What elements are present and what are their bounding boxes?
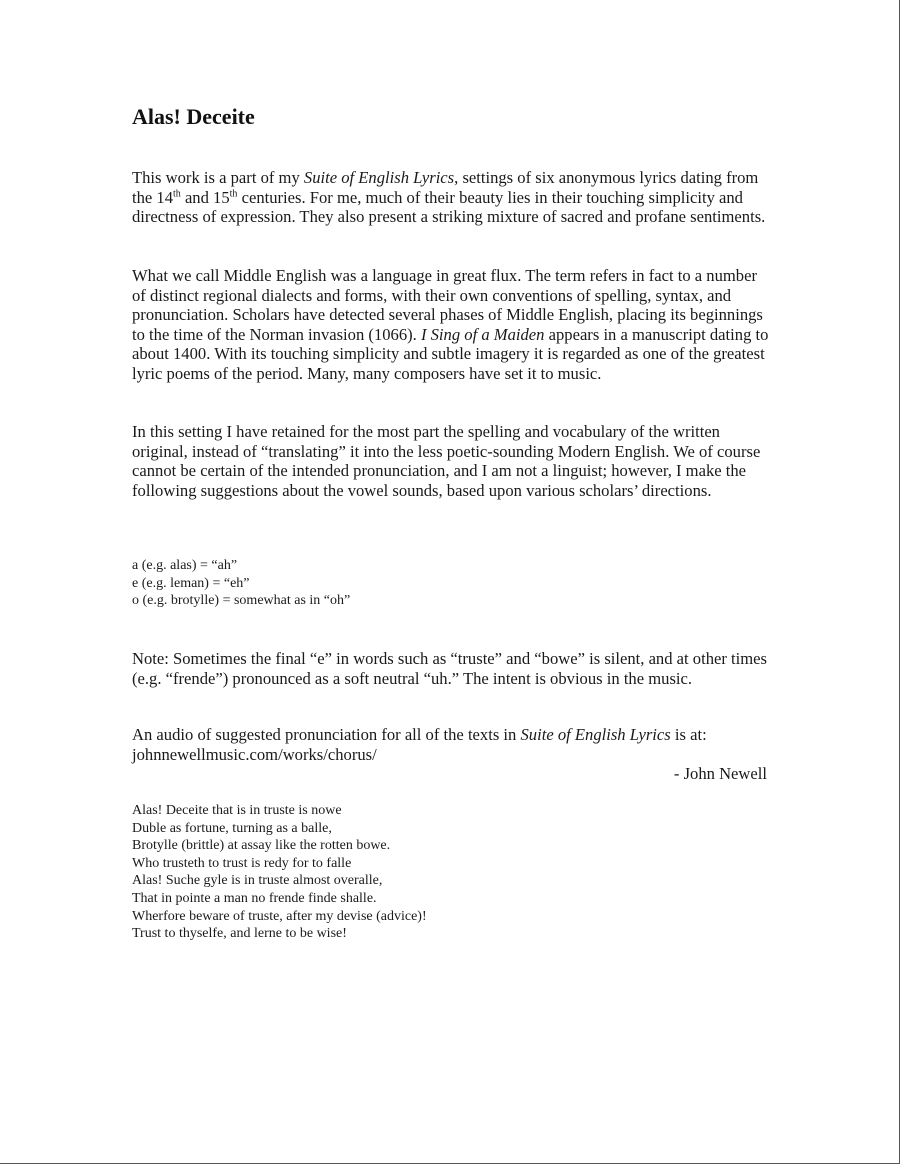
poem-line: That in pointe a man no frende finde shalle.: [132, 890, 377, 906]
middle-english-paragraph: [132, 266, 772, 383]
poem-line: Wherfore beware of truste, after my devise (advice)!: [132, 908, 427, 924]
author-signature: - John Newell: [673, 764, 767, 783]
suite-title-italic: Suite of English Lyrics: [303, 168, 455, 187]
intro-text-4: centuries. For me, much of their beauty lies in their touching simplicity and directness of expression. They also present a striking mixture of sacred and profane sentiments.: [132, 187, 766, 226]
poem-text: [132, 802, 427, 943]
poem-line: Alas! Suche gyle is in truste almost overalle,: [132, 873, 383, 889]
vowel-guide-list: [132, 557, 350, 610]
vowel-guide-item: e (e.g. leman) = “eh”: [132, 575, 250, 591]
intro-text-2: , settings of six anonymous lyrics dating from the 14: [132, 168, 759, 207]
page-title: Alas! Deceite: [132, 104, 255, 129]
note-paragraph: Note: Sometimes the final “e” in words such as “truste” and “bowe” is silent, and at other times (e.g. “frende”) pronounced as a soft neutral “uh.” The intent is obvious in the music.: [132, 649, 767, 688]
poem-line: Alas! Deceite that is in truste is nowe: [132, 803, 342, 818]
audio-paragraph: [132, 725, 772, 764]
middle-english-text-2: appears in a manuscript dating to about 1400. With its touching simplicity and subtle imagery it is regarded as one of the greatest lyric poems of the period. Many, many composers have set it to music.: [132, 324, 769, 383]
intro-paragraph: [132, 168, 772, 227]
audio-text-1: An audio of suggested pronunciation for all of the texts in: [132, 725, 521, 744]
poem-line: Who trusteth to trust is redy for to falle: [132, 855, 352, 871]
vowel-guide-item: o (e.g. brotylle) = somewhat as in “oh”: [132, 593, 351, 608]
superscript-th-2: th: [229, 187, 238, 199]
vowel-guide-item: a (e.g. alas) = “ah”: [132, 558, 238, 573]
poem-line: Trust to thyselfe, and lerne to be wise!: [132, 926, 347, 942]
maiden-title-italic: I Sing of a Maiden: [420, 324, 545, 344]
poem-line: Duble as fortune, turning as a balle,: [132, 820, 332, 836]
intro-text-1: This work is a part of my: [132, 168, 304, 187]
middle-english-text-1: What we call Middle English was a language in great flux. The term refers in fact to a number of distinct regional dialects and forms, with their own conventions of spelling, syntax, and pronunciation. Scholars have detected several phases of Middle English, placing its beginnings to the time of the Norman invasion (1066).: [132, 266, 763, 344]
audio-text-2: is at: johnnewellmusic.com/works/chorus/: [132, 725, 707, 764]
superscript-th-1: th: [173, 187, 181, 199]
suite-title-italic: Suite of English Lyrics: [520, 725, 671, 744]
intro-text-3: and 15: [180, 187, 230, 207]
setting-paragraph: In this setting I have retained for the most part the spelling and vocabulary of the written original, instead of “translating” it into the less poetic-sounding Modern English. We of course cannot be certain of the intended pronunciation, and I am not a linguist; however, I make the following suggestions about the vowel sounds, based upon various scholars’ directions.: [132, 422, 761, 500]
poem-line: Brotylle (brittle) at assay like the rotten bowe.: [132, 838, 391, 854]
